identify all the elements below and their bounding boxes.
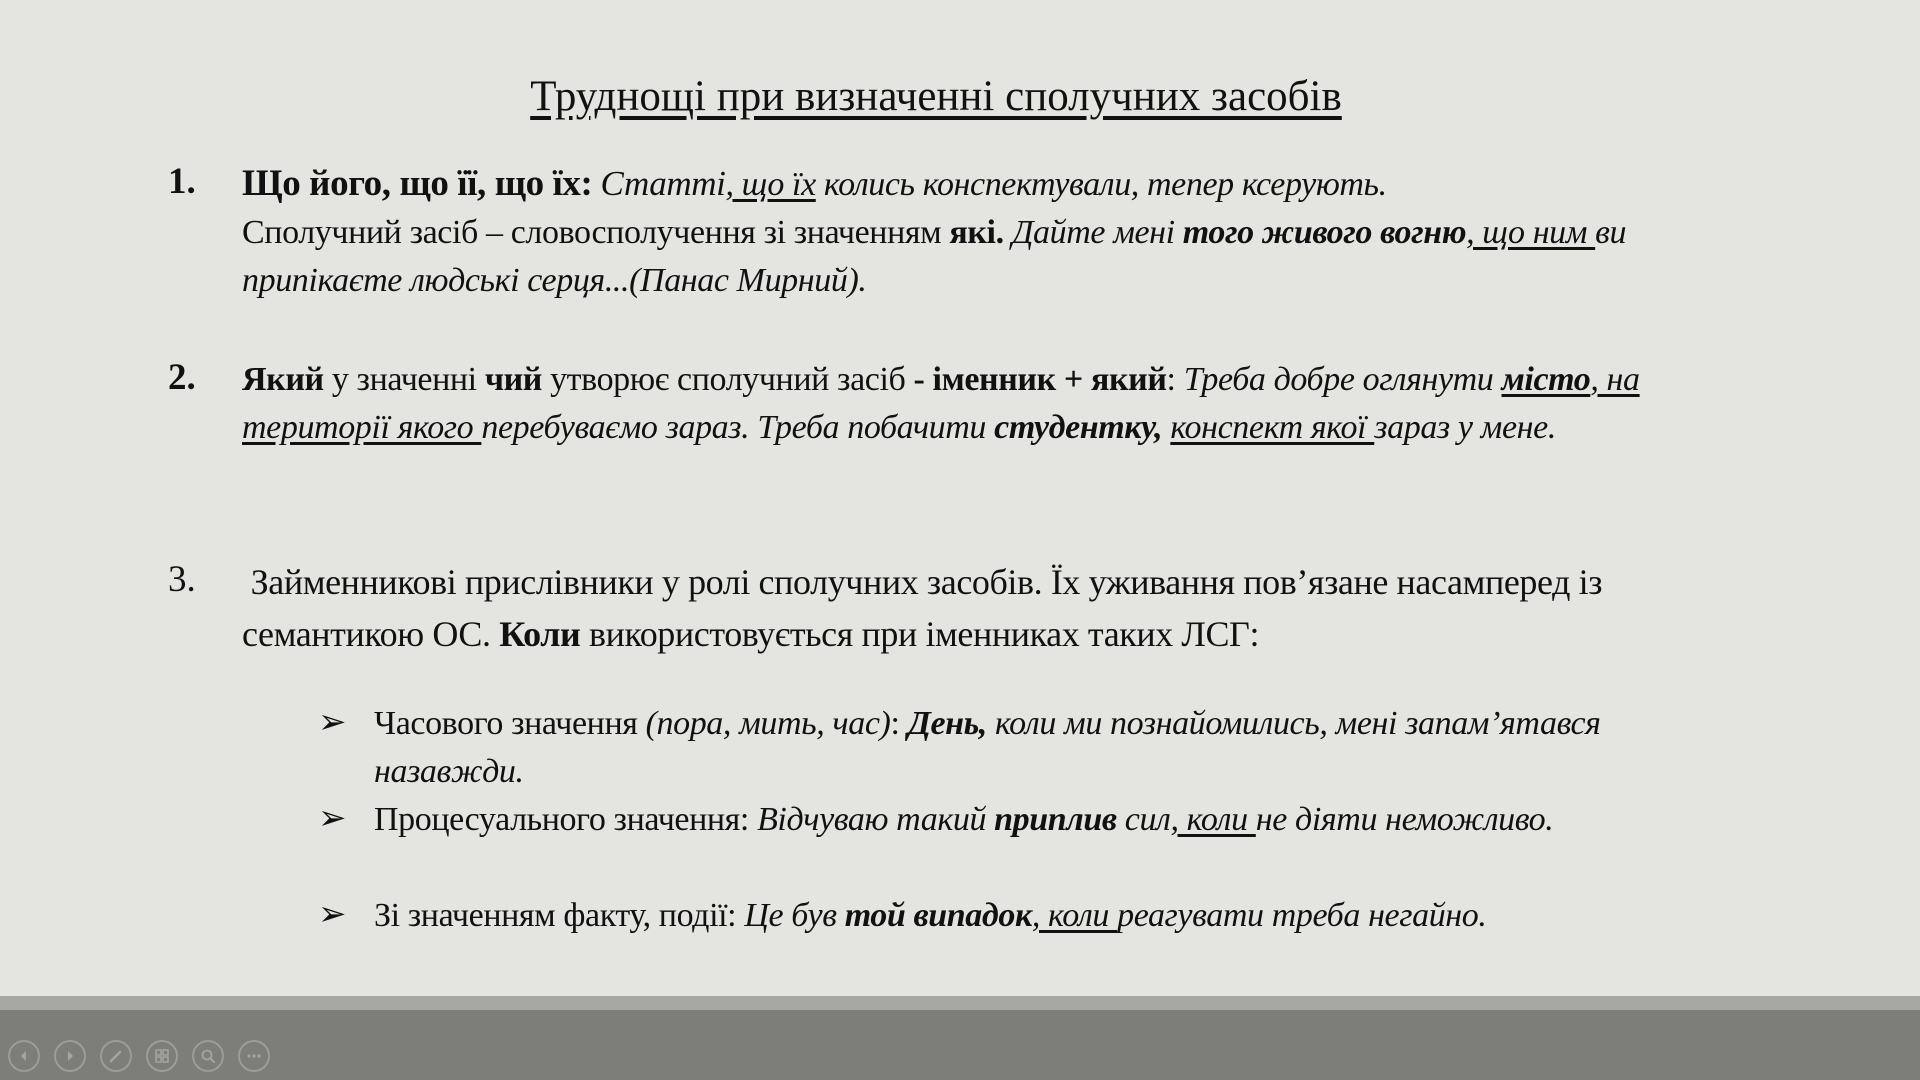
item-1-example2-connector: , що ним (1466, 214, 1596, 251)
item-1-example-connector: , що їх (725, 166, 816, 203)
more-icon (245, 1047, 263, 1065)
slide-title: Труднощі при визначенні сполучних засобів (530, 73, 1342, 120)
item-2-word-1: Який (242, 361, 324, 398)
item-2-word-3: - іменник + який (913, 361, 1167, 398)
more-options-button[interactable] (238, 1040, 270, 1072)
zoom-icon (199, 1047, 217, 1065)
item-1-description-bold: які. (949, 214, 1004, 251)
item-3-text-2: використовується при іменниках таких ЛСГ: (580, 614, 1260, 654)
bullet-marker-1: ➢ (318, 704, 347, 741)
slide-bottom-border (0, 996, 1920, 1010)
item-2-text-3: : (1166, 361, 1184, 398)
item-2-text-1: у значенні (323, 361, 485, 398)
bullet-1 (374, 700, 1704, 796)
bullet-2-example-start: Відчуваю такий (757, 801, 995, 838)
item-1-number: 1. (168, 161, 196, 202)
item-2-example1-start: Треба добре оглянути (1183, 361, 1502, 398)
bullet-3-connector: , коли (1031, 897, 1118, 934)
item-2-number: 2. (168, 357, 196, 398)
item-2-example1-bold: місто (1501, 361, 1591, 398)
bullet-1-label: Часового значення (374, 705, 646, 742)
item-2-example1-rest: перебуваємо зараз. Треба побачити (481, 409, 995, 446)
bullet-2-connector: , коли (1170, 801, 1256, 838)
bullet-1-paren: (пора, мить, час) (645, 705, 891, 742)
next-slide-button[interactable] (54, 1040, 86, 1072)
bullet-1-colon: : (890, 705, 908, 742)
zoom-button[interactable] (192, 1040, 224, 1072)
item-2-text-2: утворює сполучний засіб (541, 361, 914, 398)
item-1-description: Сполучний засіб – словосполучення зі значенням (242, 214, 950, 251)
item-3-text-1: Займенникові прислівники у ролі сполучних засобів. Їх уживання пов’язане насамперед із семантикою ОС. (242, 562, 1603, 654)
previous-slide-button[interactable] (8, 1040, 40, 1072)
bullet-3-rest: реагувати треба негайно. (1117, 897, 1487, 934)
item-1-example2-start: Дайте мені (1011, 214, 1183, 251)
see-all-slides-button[interactable] (146, 1040, 178, 1072)
item-1-example-rest: колись конспектували, тепер ксерують. (815, 166, 1387, 203)
item-2-example1-connector: , на території якого (242, 361, 1640, 446)
item-2-text (242, 356, 1782, 452)
item-3-word: Коли (499, 614, 581, 654)
bullet-3-bold: той випадок (844, 897, 1032, 934)
bullet-2-label: Процесуального значення: (374, 801, 758, 838)
bullet-3-label: Зі значенням факту, події: (374, 897, 745, 934)
item-1-example2-bold: того живого вогню (1182, 214, 1467, 251)
bullet-2-rest: не діяти неможливо. (1255, 801, 1554, 838)
item-2-example2-rest: зараз у мене. (1374, 409, 1556, 446)
item-1-text (242, 160, 1782, 305)
item-3-text (242, 556, 1782, 660)
item-2-word-2: чий (484, 361, 542, 398)
pen-icon (107, 1047, 125, 1065)
item-1-example2-rest: ви припікаєте людські серця...(Панас Мирний). (242, 214, 1627, 299)
bullet-marker-2: ➢ (318, 800, 347, 837)
item-2-example2-connector: конспект якої (1170, 409, 1375, 446)
slides-grid-icon (153, 1047, 171, 1065)
bullet-2 (374, 796, 1704, 844)
item-3-number: 3. (168, 559, 196, 600)
bullet-1-rest: коли ми познайомились, мені запам’ятався назавжди. (374, 705, 1601, 790)
item-2-example2-bold: студентку, (994, 409, 1163, 446)
next-icon (61, 1047, 79, 1065)
bullet-1-bold: День, (907, 705, 987, 742)
bullet-2-example-mid: сил (1116, 801, 1171, 838)
pen-tool-button[interactable] (100, 1040, 132, 1072)
item-1-example-word: Статті (600, 164, 726, 203)
bullet-3-example-start: Це був (744, 897, 845, 934)
presentation-toolbar (0, 1010, 1920, 1080)
bullet-marker-3: ➢ (318, 896, 347, 933)
previous-icon (15, 1047, 33, 1065)
item-1-lead: Що його, що її, що їх: (242, 163, 593, 204)
bullet-2-bold: приплив (994, 801, 1117, 838)
bullet-3 (374, 892, 1774, 940)
